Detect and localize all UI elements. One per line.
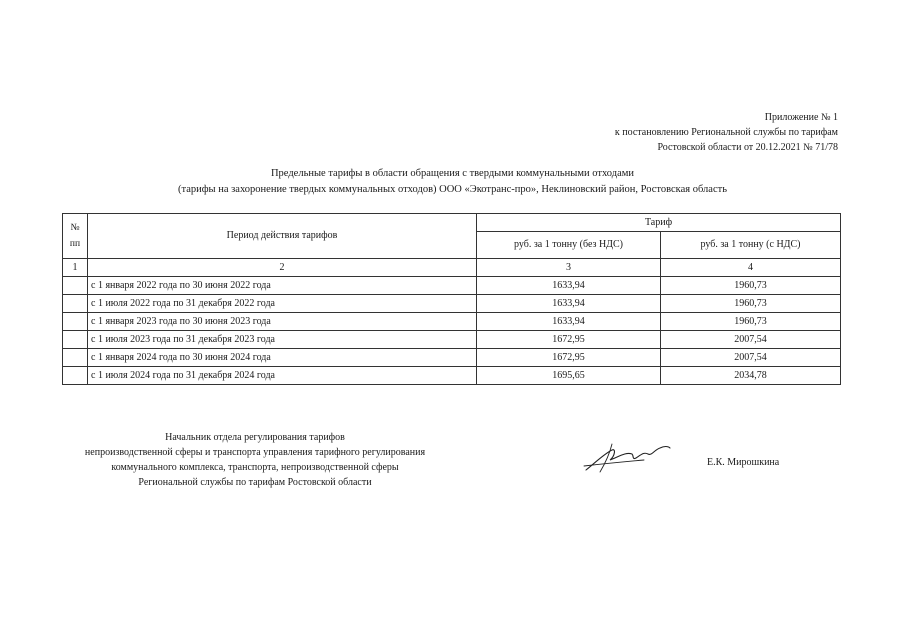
- table-row: [63, 295, 841, 313]
- column-numbers-row: [63, 259, 841, 277]
- row-without-vat: 1672,95: [477, 349, 661, 367]
- header-period: Период действия тарифов: [88, 214, 477, 259]
- row-number: [63, 277, 88, 295]
- title-line-2: (тарифы на захоронение твердых коммунальных отходов) ООО «Экотранс-про», Неклиновский район, Ростовская область: [178, 184, 727, 195]
- title-line-1: Предельные тарифы в области обращения с твердыми коммунальными отходами: [270, 168, 635, 179]
- row-with-vat: 1960,73: [661, 277, 841, 295]
- appendix-line-1: Приложение № 1: [764, 112, 838, 123]
- row-period: с 1 января 2024 года по 30 июня 2024 года: [88, 349, 477, 367]
- row-without-vat: 1633,94: [477, 277, 661, 295]
- table-row: [63, 313, 841, 331]
- table-row: [63, 331, 841, 349]
- row-with-vat: 2034,78: [661, 367, 841, 385]
- row-without-vat: 1633,94: [477, 313, 661, 331]
- column-number: 3: [477, 259, 661, 277]
- row-period: с 1 января 2023 года по 30 июня 2023 года: [88, 313, 477, 331]
- column-number: 4: [661, 259, 841, 277]
- appendix-line-3: Ростовской области от 20.12.2021 № 71/78: [657, 142, 838, 153]
- row-number: [63, 313, 88, 331]
- handwritten-signature: [582, 440, 674, 476]
- table-header-row: [63, 214, 841, 232]
- row-period: с 1 июля 2024 года по 31 декабря 2024 года: [88, 367, 477, 385]
- table-row: [63, 349, 841, 367]
- row-without-vat: 1695,65: [477, 367, 661, 385]
- header-number-line-1: №: [70, 223, 80, 233]
- signatory-position: [40, 430, 470, 490]
- signature-stroke-main: [586, 447, 670, 471]
- table-row: [63, 277, 841, 295]
- appendix-header: [615, 110, 838, 155]
- signatory-line-2: непроизводственной сферы и транспорта управления тарифного регулирования: [84, 447, 426, 458]
- header-number: [63, 214, 88, 259]
- header-without-vat: руб. за 1 тонну (без НДС): [477, 232, 661, 259]
- row-with-vat: 2007,54: [661, 349, 841, 367]
- column-number: 1: [63, 259, 88, 277]
- header-tariff: Тариф: [477, 214, 841, 232]
- signatory-line-4: Региональной службы по тарифам Ростовской области: [138, 477, 372, 488]
- row-with-vat: 2007,54: [661, 331, 841, 349]
- signer-name: Е.К. Мирошкина: [707, 457, 780, 468]
- signatory-line-1: Начальник отдела регулирования тарифов: [165, 432, 345, 443]
- header-number-line-2: пп: [69, 239, 81, 249]
- document-title: [0, 166, 905, 198]
- row-number: [63, 349, 88, 367]
- row-without-vat: 1633,94: [477, 295, 661, 313]
- header-with-vat: руб. за 1 тонну (с НДС): [661, 232, 841, 259]
- table-row: [63, 367, 841, 385]
- column-number: 2: [88, 259, 477, 277]
- row-with-vat: 1960,73: [661, 313, 841, 331]
- row-period: с 1 июля 2023 года по 31 декабря 2023 года: [88, 331, 477, 349]
- row-without-vat: 1672,95: [477, 331, 661, 349]
- row-number: [63, 295, 88, 313]
- appendix-line-2: к постановлению Региональной службы по тарифам: [614, 127, 838, 138]
- signatory-line-3: коммунального комплекса, транспорта, непроизводственной сферы: [111, 462, 399, 473]
- tariffs-table: [62, 213, 841, 385]
- signature-stroke-loop: [600, 444, 612, 472]
- row-period: с 1 января 2022 года по 30 июня 2022 года: [88, 277, 477, 295]
- row-with-vat: 1960,73: [661, 295, 841, 313]
- row-number: [63, 367, 88, 385]
- row-number: [63, 331, 88, 349]
- row-period: с 1 июля 2022 года по 31 декабря 2022 года: [88, 295, 477, 313]
- signature-stroke-underline: [584, 460, 644, 466]
